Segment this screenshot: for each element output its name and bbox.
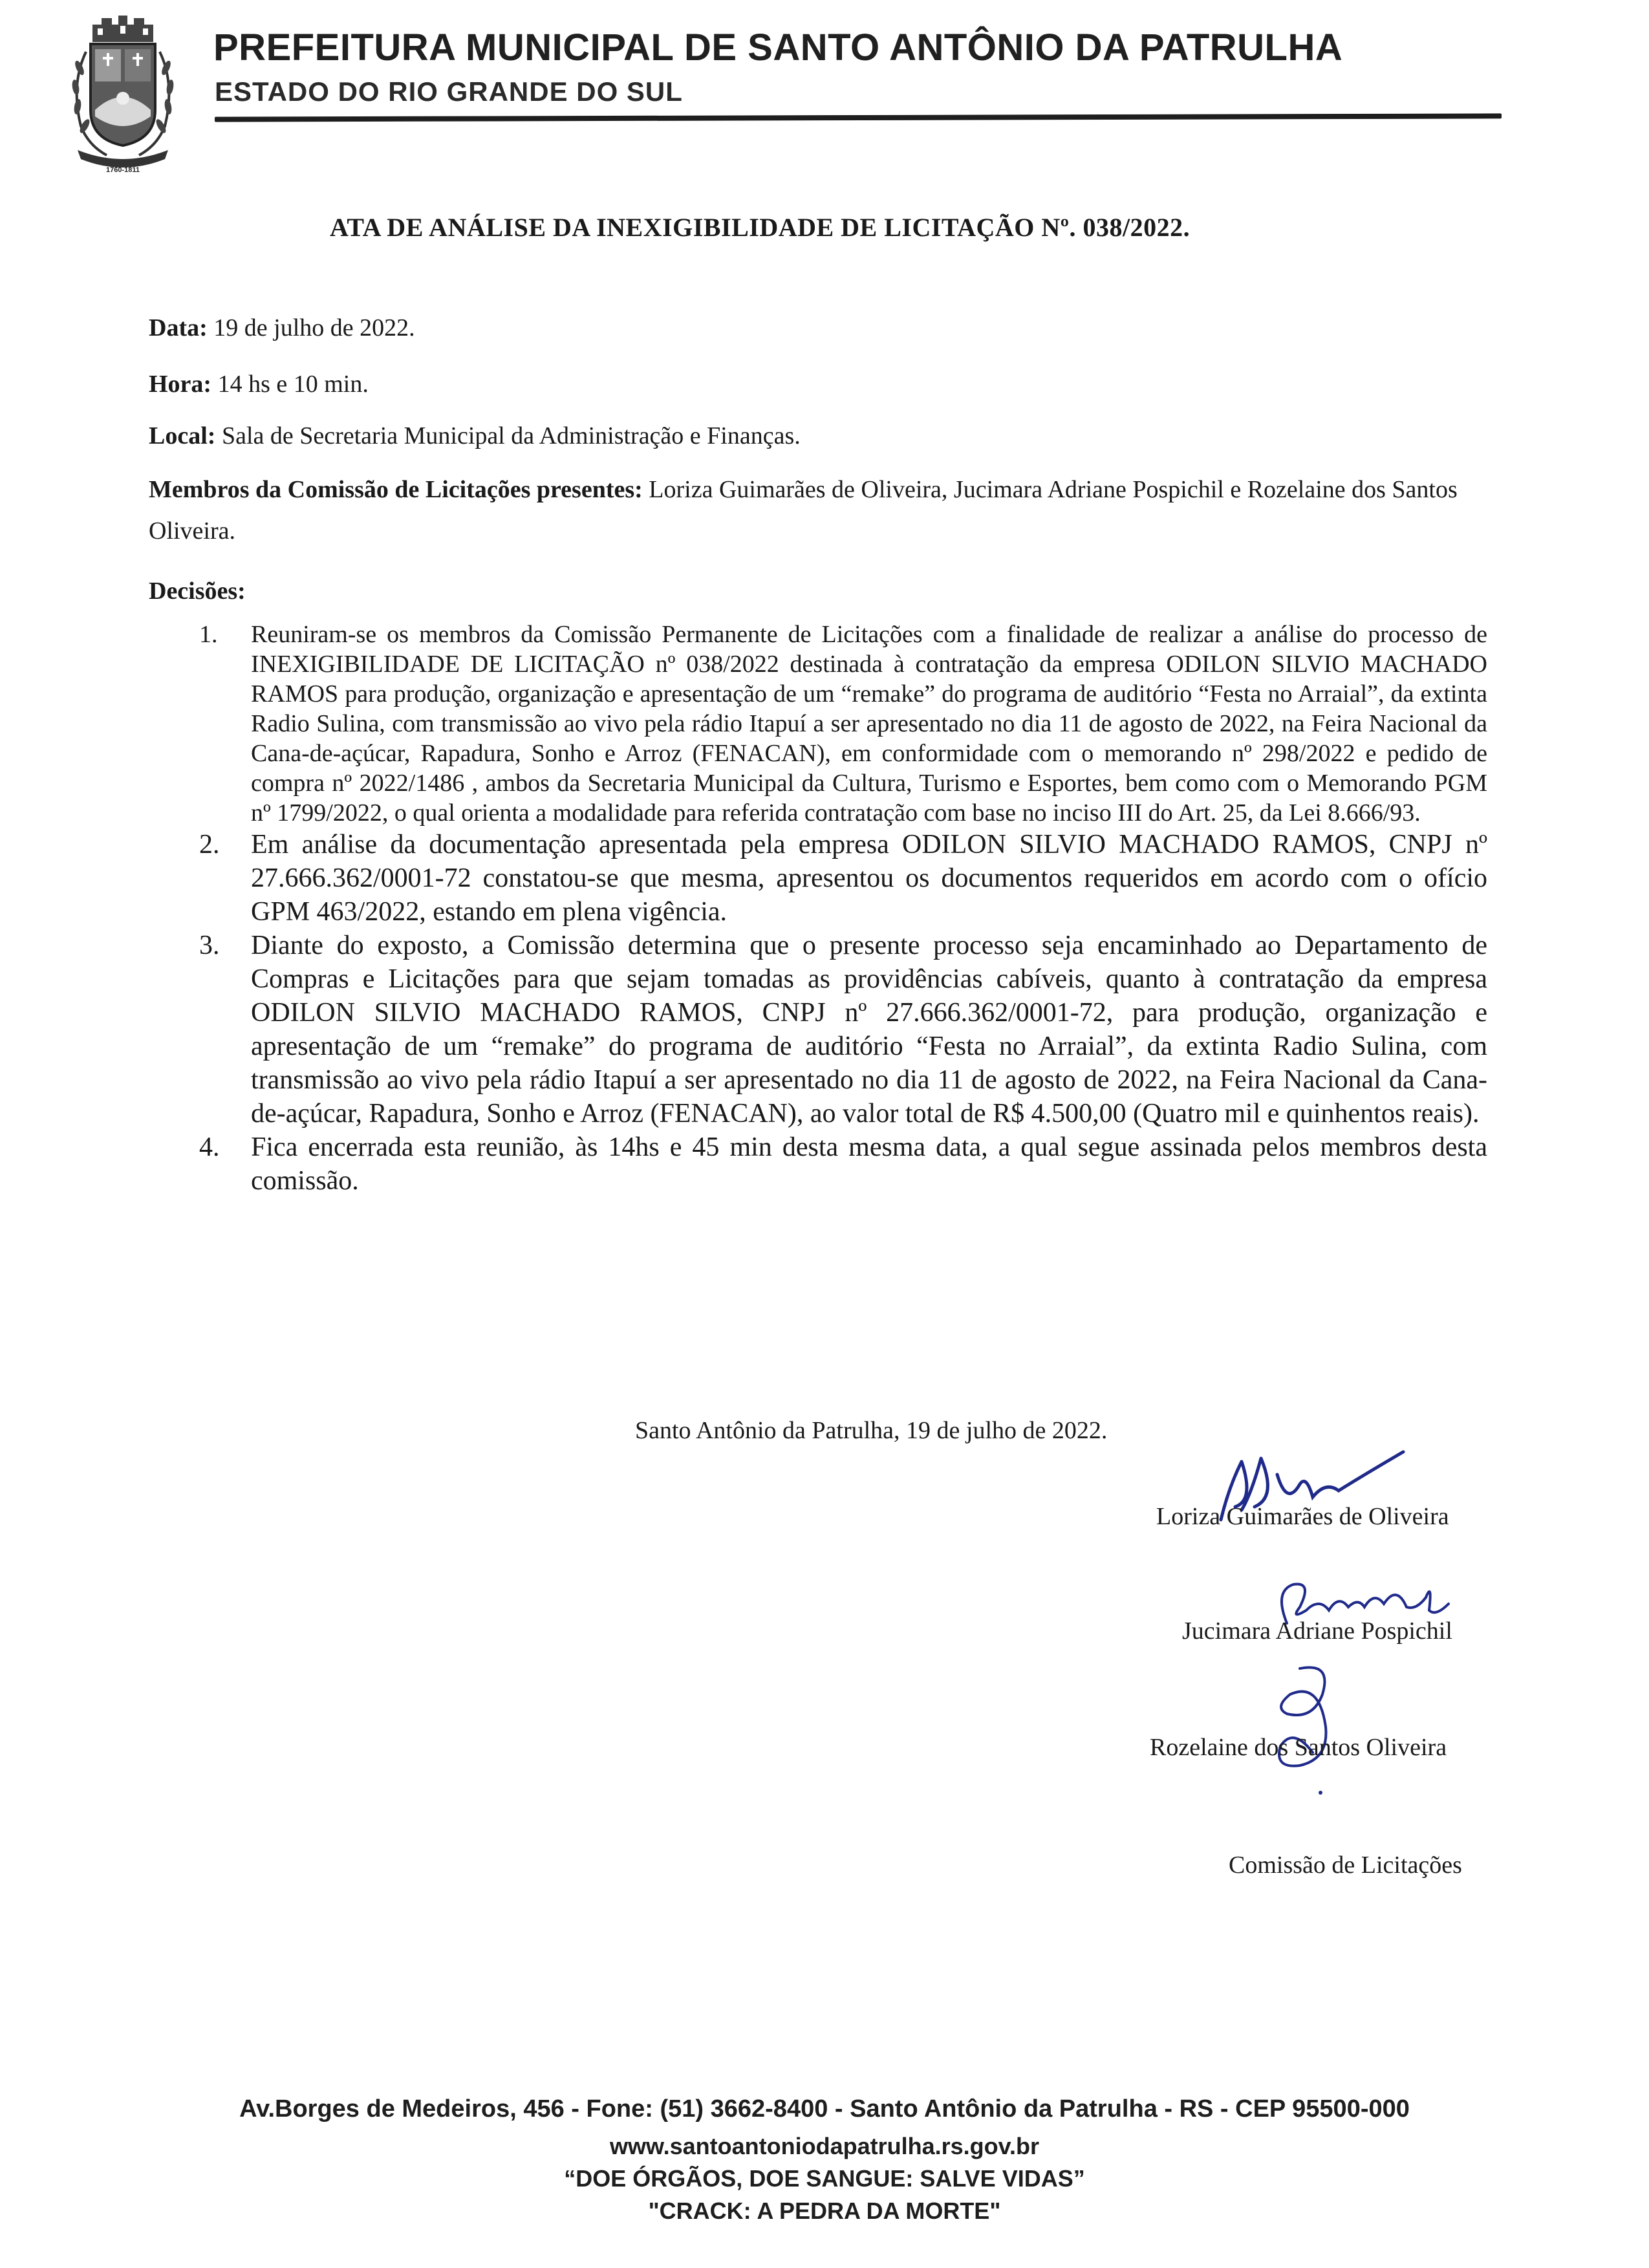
time-field	[149, 370, 369, 398]
members-label: Membros da Comissão de Licitações presentes:	[149, 476, 643, 503]
decision-number: 3.	[199, 931, 220, 960]
decision-number: 4.	[199, 1132, 220, 1162]
footer-website: www.santoantoniodapatrulha.rs.gov.br	[609, 2133, 1040, 2159]
decision-item	[194, 620, 1487, 828]
footer-address: Av.Borges de Medeiros, 456 - Fone: (51) 3662-8400 - Santo Antônio da Patrulha - RS - CEP 95500-000	[239, 2095, 1410, 2122]
institution-title: PREFEITURA MUNICIPAL DE SANTO ANTÔNIO DA PATRULHA	[213, 27, 1343, 69]
decision-text: Reuniram-se os membros da Comissão Permanente de Licitações com a finalidade de realizar a análise do processo de INEXIGIBILIDADE DE LICITAÇÃO nº 038/2022 destinada à contratação da empresa ODILON SILVIO MACHADO RAMOS para produção, organização e apresentação de um “remake” do programa de auditório “Festa no Arraial”, da extinta Radio Sulina, com transmissão ao vivo pela rádio Itapuí a ser apresentado no dia 11 de agosto de 2022, na Feira Nacional da Cana-de-açúcar, Rapadura, Sonho e Arroz (FENACAN), em conformidade com o memorando nº 298/2022 e pedido de compra nº 2022/1486 , ambos da Secretaria Municipal da Cultura, Turismo e Esportes, bem como com o Memorando PGM nº 1799/2022, o qual orienta a modalidade para referida contratação com base no inciso III do Art. 25, da Lei 8.666/93.	[251, 621, 1487, 826]
footer-slogan-crack: "CRACK: A PEDRA DA MORTE"	[648, 2198, 1001, 2224]
members-value: Loriza Guimarães de Oliveira, Jucimara Adriane Pospichil e Rozelaine dos Santos Oliveira.	[149, 476, 1458, 545]
decision-text: Fica encerrada esta reunião, às 14hs e 45 min desta mesma data, a qual segue assinada pelos membros desta comissão.	[251, 1132, 1487, 1196]
committee-name: Comissão de Licitações	[1229, 1852, 1462, 1879]
date-value: 19 de julho de 2022.	[213, 314, 415, 341]
decision-text: Diante do exposto, a Comissão determina que o presente processo seja encaminhado ao Departamento de Compras e Licitações para que sejam tomadas as providências cabíveis, quanto à contratação da empresa ODILON SILVIO MACHADO RAMOS, CNPJ nº 27.666.362/0001-72, para produção, organização e apresentação de um “remake” do programa de auditório “Festa no Arraial”, da extinta Radio Sulina, com transmissão ao vivo pela rádio Itapuí a ser apresentado no dia 11 de agosto de 2022, na Feira Nacional da Cana-de-açúcar, Rapadura, Sonho e Arroz (FENACAN), ao valor total de R$ 4.500,00 (Quatro mil e quinhentos reais).	[251, 931, 1487, 1129]
date-label: Data:	[149, 314, 208, 341]
decision-number: 1.	[199, 621, 218, 648]
coat-caption: 1760-1811	[106, 166, 140, 174]
location-field	[149, 422, 801, 450]
time-value: 14 hs e 10 min.	[217, 371, 369, 398]
document-title: ATA DE ANÁLISE DA INEXIGIBILIDADE DE LICITAÇÃO Nº. 038/2022.	[330, 213, 1191, 242]
decision-item	[194, 828, 1487, 929]
place-and-date: Santo Antônio da Patrulha, 19 de julho de 2022.	[635, 1417, 1108, 1444]
signature-rozelaine	[1261, 1656, 1358, 1804]
signatory-name: Loriza Guimarães de Oliveira	[1156, 1503, 1449, 1530]
decision-item	[194, 1130, 1487, 1198]
header-divider	[215, 113, 1502, 122]
footer-slogan-organ-donation: “DOE ÓRGÃOS, DOE SANGUE: SALVE VIDAS”	[564, 2165, 1085, 2192]
members-field	[149, 469, 1474, 552]
date-field	[149, 314, 415, 342]
signatory-name: Jucimara Adriane Pospichil	[1182, 1617, 1452, 1645]
decisions-label: Decisões:	[149, 578, 246, 605]
institution-subtitle: ESTADO DO RIO GRANDE DO SUL	[215, 76, 683, 107]
decisions-list	[194, 620, 1487, 1198]
decision-number: 2.	[199, 830, 220, 859]
location-value: Sala de Secretaria Municipal da Administração e Finanças.	[221, 422, 801, 449]
time-label: Hora:	[149, 371, 212, 398]
municipal-coat-of-arms	[61, 13, 184, 175]
location-label: Local:	[149, 422, 216, 449]
decision-item	[194, 929, 1487, 1130]
signatory-name: Rozelaine dos Santos Oliveira	[1150, 1734, 1447, 1761]
decision-text: Em análise da documentação apresentada pela empresa ODILON SILVIO MACHADO RAMOS, CNPJ nº 27.666.362/0001-72 constatou-se que mesma, apresentou os documentos requeridos em acordo com o ofício GPM 463/2022, estando em plena vigência.	[251, 830, 1487, 927]
